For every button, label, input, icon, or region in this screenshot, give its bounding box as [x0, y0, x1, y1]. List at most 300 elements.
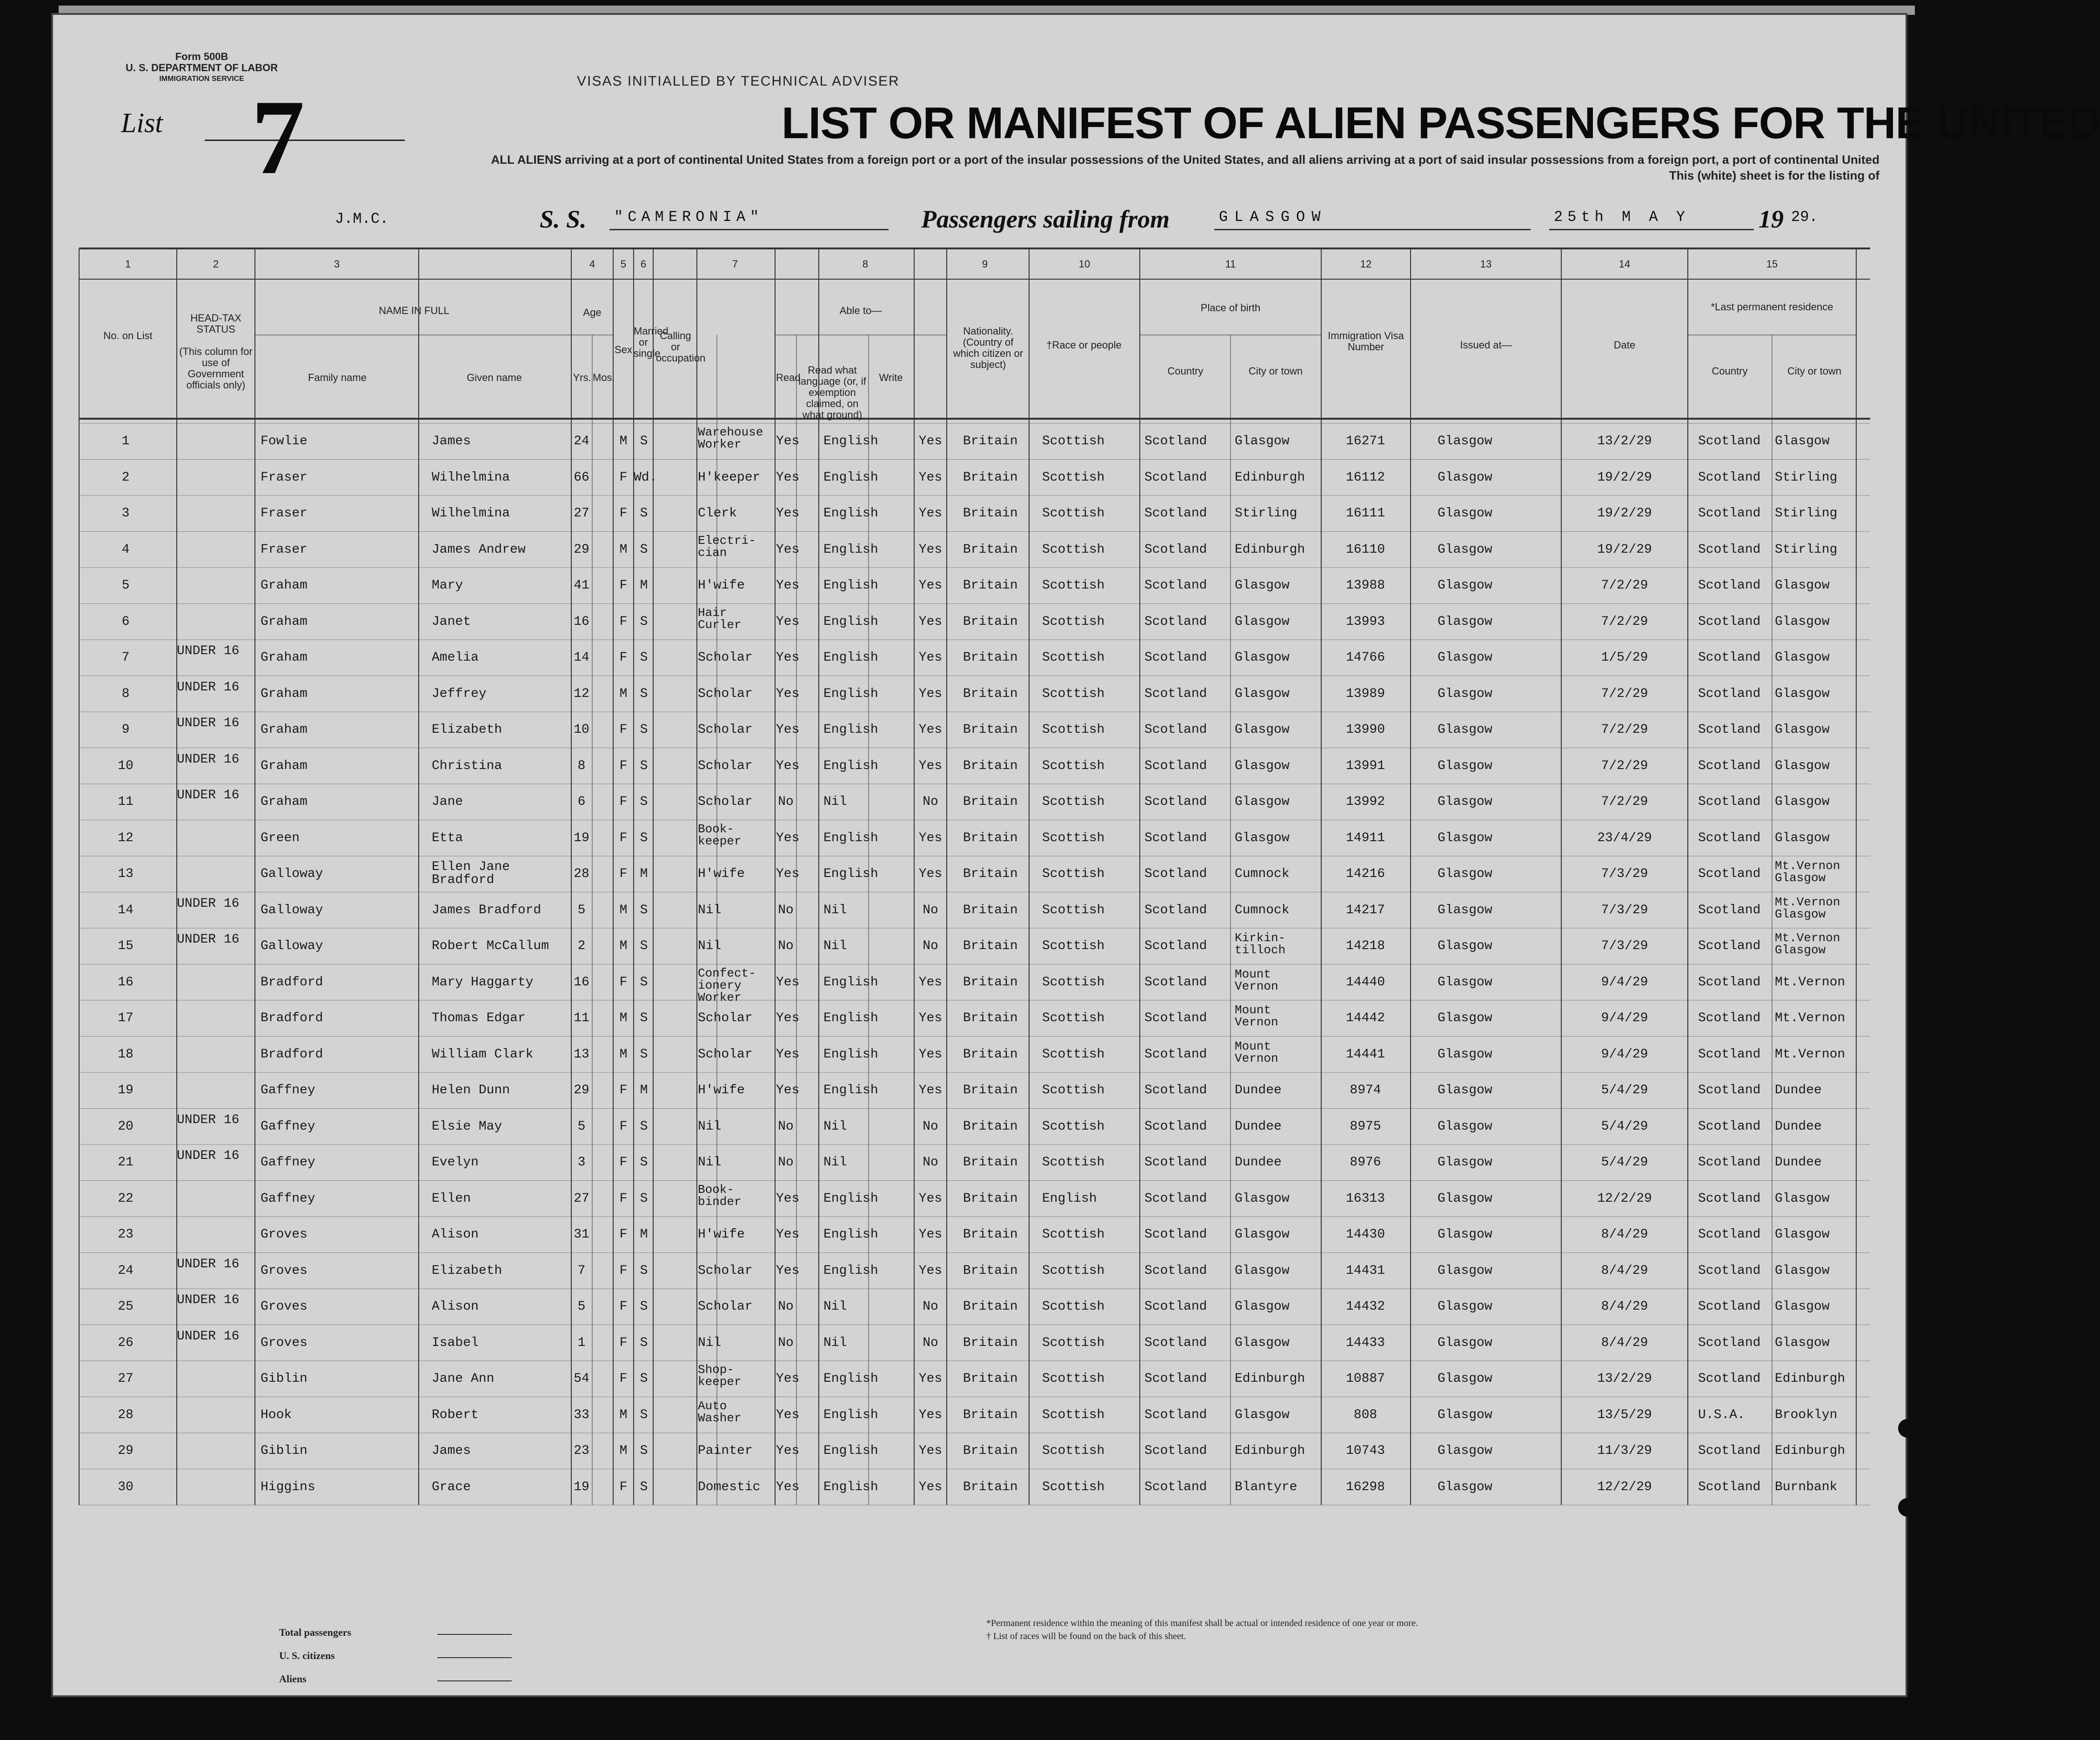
age-years: 5 — [577, 903, 586, 917]
row-number: 18 — [118, 1047, 134, 1062]
age-years: 7 — [577, 1263, 586, 1278]
nationality: Britain — [963, 1479, 1018, 1494]
nationality: Britain — [963, 650, 1018, 665]
marital-status: S — [640, 434, 648, 448]
race: Scottish — [1042, 1263, 1105, 1278]
nationality: Britain — [963, 542, 1018, 557]
sex: F — [619, 1155, 628, 1170]
residence-country: Scotland — [1698, 1011, 1761, 1025]
sex: M — [619, 903, 628, 917]
sex: F — [619, 758, 628, 773]
given-name: James Andrew — [432, 542, 526, 557]
residence-city: Glasgow — [1775, 650, 1830, 665]
visa-date: 7/2/29 — [1601, 686, 1648, 701]
page-title: LIST OR MANIFEST OF ALIEN PASSENGERS FOR THE UNITED — [782, 98, 2100, 148]
can-read: Yes — [776, 686, 800, 701]
race: Scottish — [1042, 903, 1105, 917]
residence-city: Glasgow — [1775, 795, 1830, 809]
residence-city: Glasgow — [1775, 758, 1830, 773]
visa-number: 14442 — [1345, 1011, 1385, 1025]
can-read: Yes — [776, 1263, 800, 1278]
occupation: Electri- cian — [698, 533, 756, 560]
read-language: Nil — [823, 1335, 847, 1350]
marital-status: S — [640, 758, 648, 773]
race: Scottish — [1042, 578, 1105, 593]
family-name: Hook — [261, 1407, 292, 1422]
year-prefix: 19 — [1759, 205, 1784, 233]
visa-issued-at: Glasgow — [1438, 1299, 1492, 1314]
birth-country: Scotland — [1144, 723, 1207, 737]
age-years: 8 — [577, 758, 586, 773]
header-read: Read — [776, 372, 801, 383]
age-years: 5 — [577, 1299, 586, 1314]
nationality: Britain — [963, 434, 1018, 448]
birth-country: Scotland — [1144, 614, 1207, 629]
visa-date: 9/4/29 — [1601, 1011, 1648, 1025]
given-name: Etta — [432, 830, 463, 845]
header-birth-city: City or town — [1248, 365, 1303, 377]
visa-number: 14433 — [1345, 1335, 1385, 1350]
residence-country: Scotland — [1698, 1155, 1761, 1170]
residence-country: Scotland — [1698, 686, 1761, 701]
birth-country: Scotland — [1144, 1479, 1207, 1494]
can-read: Yes — [776, 506, 800, 521]
marital-status: S — [640, 1444, 648, 1458]
read-language: English — [823, 975, 878, 990]
occupation: Confect- ionery Worker — [698, 966, 756, 1004]
visa-issued-at: Glasgow — [1438, 1372, 1492, 1386]
occupation: Scholar — [698, 650, 753, 665]
birth-country: Scotland — [1144, 1191, 1207, 1206]
header-head-tax-note: (This column for use of Government officials only) — [179, 346, 253, 391]
race: Scottish — [1042, 434, 1105, 448]
header-married: Married or single — [634, 325, 669, 359]
nationality: Britain — [963, 1227, 1018, 1242]
residence-country: Scotland — [1698, 1335, 1761, 1350]
row-number: 7 — [121, 650, 130, 665]
can-write: Yes — [918, 434, 943, 448]
can-write: No — [923, 903, 938, 917]
header-race: †Race or people — [1046, 339, 1122, 351]
can-write: Yes — [918, 830, 943, 845]
column-number: 4 — [589, 258, 595, 270]
nationality: Britain — [963, 614, 1018, 629]
birth-city: Cumnock — [1235, 867, 1290, 881]
race: Scottish — [1042, 1227, 1105, 1242]
nationality: Britain — [963, 1047, 1018, 1062]
race: Scottish — [1042, 1011, 1105, 1025]
nationality: Britain — [963, 795, 1018, 809]
row-number: 2 — [121, 470, 130, 485]
age-years: 2 — [577, 939, 586, 953]
occupation: Nil — [698, 903, 722, 917]
can-write: Yes — [918, 578, 943, 593]
row-number: 17 — [118, 1011, 134, 1025]
race: Scottish — [1042, 614, 1105, 629]
head-tax-status: UNDER 16 — [177, 1149, 240, 1163]
header-visa-number: Immigration Visa Number — [1328, 330, 1404, 353]
race: Scottish — [1042, 795, 1105, 809]
birth-city: Mount Vernon — [1235, 967, 1278, 993]
birth-country: Scotland — [1144, 1263, 1207, 1278]
race: English — [1042, 1191, 1097, 1206]
race: Scottish — [1042, 1047, 1105, 1062]
sex: F — [619, 1479, 628, 1494]
residence-city: Edinburgh — [1775, 1444, 1846, 1458]
header-issued-at: Issued at— — [1460, 339, 1512, 351]
head-tax-status: UNDER 16 — [177, 1257, 240, 1272]
sex: M — [619, 939, 628, 953]
age-years: 27 — [574, 506, 589, 521]
read-language: English — [823, 1263, 878, 1278]
read-language: Nil — [823, 795, 847, 809]
age-years: 33 — [574, 1407, 589, 1422]
marital-status: S — [640, 614, 648, 629]
nationality: Britain — [963, 1335, 1018, 1350]
family-name: Fraser — [261, 506, 308, 521]
age-years: 16 — [574, 614, 589, 629]
ss-label: S. S. — [540, 205, 587, 233]
family-name: Galloway — [261, 867, 323, 881]
race: Scottish — [1042, 1407, 1105, 1422]
visa-issued-at: Glasgow — [1438, 1444, 1492, 1458]
birth-country: Scotland — [1144, 1155, 1207, 1170]
can-read: Yes — [776, 1444, 800, 1458]
visa-number: 14911 — [1345, 830, 1385, 845]
visa-date: 8/4/29 — [1601, 1335, 1648, 1350]
column-number: 6 — [640, 258, 647, 270]
given-name: Thomas Edgar — [432, 1011, 526, 1025]
visa-date: 7/2/29 — [1601, 758, 1648, 773]
head-tax-status: UNDER 16 — [177, 716, 240, 730]
head-tax-status: UNDER 16 — [177, 932, 240, 947]
header-last-residence: *Last permanent residence — [1711, 301, 1833, 313]
residence-city: Glasgow — [1775, 434, 1830, 448]
row-number: 1 — [121, 434, 130, 448]
visa-date: 5/4/29 — [1601, 1155, 1648, 1170]
visa-number: 14217 — [1345, 903, 1385, 917]
head-tax-status: UNDER 16 — [177, 752, 240, 767]
visa-number: 16111 — [1345, 506, 1385, 521]
visa-date: 23/4/29 — [1597, 830, 1652, 845]
birth-country: Scotland — [1144, 506, 1207, 521]
can-read: Yes — [776, 1479, 800, 1494]
sex: F — [619, 506, 628, 521]
marital-status: M — [640, 1227, 648, 1242]
given-name: Isabel — [432, 1335, 479, 1350]
nationality: Britain — [963, 1011, 1018, 1025]
visa-issued-at: Glasgow — [1438, 723, 1492, 737]
race: Scottish — [1042, 1083, 1105, 1098]
visa-number: 16313 — [1345, 1191, 1385, 1206]
row-number: 13 — [118, 867, 134, 881]
birth-country: Scotland — [1144, 434, 1207, 448]
visa-issued-at: Glasgow — [1438, 758, 1492, 773]
row-number: 24 — [118, 1263, 134, 1278]
family-name: Giblin — [261, 1372, 308, 1386]
occupation: Nil — [698, 1155, 722, 1170]
visa-number: 14432 — [1345, 1299, 1385, 1314]
visa-date: 8/4/29 — [1601, 1299, 1648, 1314]
race: Scottish — [1042, 830, 1105, 845]
birth-country: Scotland — [1144, 758, 1207, 773]
can-read: Yes — [776, 830, 800, 845]
marital-status: S — [640, 1479, 648, 1494]
subtitle-line-1: ALL ALIENS arriving at a port of continental United States from a foreign port or a port of the insular possessions of the United States, and all aliens arriving at a port of said insular possessions from a foreign port, a port of continental United — [491, 153, 1879, 167]
read-language: English — [823, 1227, 878, 1242]
occupation: H'wife — [698, 1227, 745, 1242]
residence-country: Scotland — [1698, 1191, 1761, 1206]
sex: M — [619, 1444, 628, 1458]
can-read: No — [778, 939, 794, 953]
residence-city: Glasgow — [1775, 1263, 1830, 1278]
age-years: 41 — [574, 578, 589, 593]
row-number: 11 — [118, 795, 134, 809]
residence-country: Scotland — [1698, 867, 1761, 881]
birth-city: Glasgow — [1235, 1191, 1290, 1206]
sex: M — [619, 434, 628, 448]
occupation: H'wife — [698, 867, 745, 881]
visa-number: 10743 — [1345, 1444, 1385, 1458]
visa-date: 13/2/29 — [1597, 1372, 1652, 1386]
given-name: Elsie May — [432, 1119, 502, 1134]
residence-city: Glasgow — [1775, 830, 1830, 845]
race: Scottish — [1042, 650, 1105, 665]
column-number: 9 — [982, 258, 988, 270]
clerk-initials: J.M.C. — [335, 210, 389, 228]
sex: F — [619, 578, 628, 593]
column-number: 5 — [620, 258, 627, 270]
birth-city: Edinburgh — [1235, 542, 1305, 557]
race: Scottish — [1042, 1155, 1105, 1170]
visa-date: 13/5/29 — [1597, 1407, 1652, 1422]
visa-issued-at: Glasgow — [1438, 686, 1492, 701]
us-citizens-line — [437, 1657, 512, 1658]
sex: F — [619, 830, 628, 845]
row-number: 29 — [118, 1444, 134, 1458]
given-name: Christina — [432, 758, 502, 773]
visa-date: 7/2/29 — [1601, 578, 1648, 593]
visa-issued-at: Glasgow — [1438, 470, 1492, 485]
visa-date: 7/3/29 — [1601, 939, 1648, 953]
birth-country: Scotland — [1144, 1407, 1207, 1422]
age-years: 6 — [577, 795, 586, 809]
age-years: 29 — [574, 542, 589, 557]
row-number: 20 — [118, 1119, 134, 1134]
birth-city: Kirkin- tilloch — [1235, 931, 1286, 957]
read-language: Nil — [823, 1299, 847, 1314]
sex: M — [619, 1047, 628, 1062]
birth-country: Scotland — [1144, 1227, 1207, 1242]
can-read: Yes — [776, 723, 800, 737]
age-years: 23 — [574, 1444, 589, 1458]
visa-issued-at: Glasgow — [1438, 1155, 1492, 1170]
occupation: Scholar — [698, 1263, 753, 1278]
birth-city: Glasgow — [1235, 795, 1290, 809]
occupation: Scholar — [698, 758, 753, 773]
can-read: Yes — [776, 470, 800, 485]
can-read: Yes — [776, 975, 800, 990]
race: Scottish — [1042, 1372, 1105, 1386]
visa-number: 16110 — [1345, 542, 1385, 557]
family-name: Fraser — [261, 470, 308, 485]
occupation: Clerk — [698, 506, 737, 521]
birth-city: Glasgow — [1235, 686, 1290, 701]
age-years: 31 — [574, 1227, 589, 1242]
residence-country: Scotland — [1698, 975, 1761, 990]
nationality: Britain — [963, 1299, 1018, 1314]
birth-country: Scotland — [1144, 1083, 1207, 1098]
can-write: Yes — [918, 1479, 943, 1494]
occupation: Shop- keeper — [698, 1363, 742, 1389]
visa-issued-at: Glasgow — [1438, 578, 1492, 593]
birth-city: Glasgow — [1235, 723, 1290, 737]
read-language: English — [823, 723, 878, 737]
age-years: 13 — [574, 1047, 589, 1062]
family-name: Groves — [261, 1227, 308, 1242]
head-tax-status: UNDER 16 — [177, 644, 240, 658]
can-read: Yes — [776, 650, 800, 665]
marital-status: S — [640, 1155, 648, 1170]
can-write: Yes — [918, 1263, 943, 1278]
marital-status: S — [640, 939, 648, 953]
sex: F — [619, 867, 628, 881]
residence-country: Scotland — [1698, 758, 1761, 773]
given-name: Grace — [432, 1479, 471, 1494]
visa-date: 19/2/29 — [1597, 470, 1652, 485]
nationality: Britain — [963, 1083, 1018, 1098]
visa-number: 8974 — [1350, 1083, 1381, 1098]
residence-city: Glasgow — [1775, 686, 1830, 701]
read-language: English — [823, 1479, 878, 1494]
read-language: English — [823, 1047, 878, 1062]
marital-status: S — [640, 1191, 648, 1206]
row-number: 28 — [118, 1407, 134, 1422]
row-number: 12 — [118, 830, 134, 845]
birth-country: Scotland — [1144, 1047, 1207, 1062]
can-write: Yes — [918, 470, 943, 485]
birth-city: Edinburgh — [1235, 1444, 1305, 1458]
can-write: Yes — [918, 975, 943, 990]
visa-date: 7/2/29 — [1601, 795, 1648, 809]
marital-status: S — [640, 975, 648, 990]
family-name: Gaffney — [261, 1191, 315, 1206]
can-read: Yes — [776, 614, 800, 629]
occupation: H'keeper — [698, 470, 761, 485]
marital-status: S — [640, 1119, 648, 1134]
row-number: 9 — [121, 723, 130, 737]
marital-status: S — [640, 506, 648, 521]
visa-issued-at: Glasgow — [1438, 830, 1492, 845]
residence-country: Scotland — [1698, 1227, 1761, 1242]
row-number: 16 — [118, 975, 134, 990]
nationality: Britain — [963, 975, 1018, 990]
visa-date: 7/3/29 — [1601, 867, 1648, 881]
residence-city: Glasgow — [1775, 723, 1830, 737]
visa-issued-at: Glasgow — [1438, 1191, 1492, 1206]
visa-number: 16298 — [1345, 1479, 1385, 1494]
given-name: Elizabeth — [432, 1263, 502, 1278]
birth-country: Scotland — [1144, 650, 1207, 665]
can-write: Yes — [918, 1407, 943, 1422]
race: Scottish — [1042, 975, 1105, 990]
race: Scottish — [1042, 1335, 1105, 1350]
visa-date: 8/4/29 — [1601, 1227, 1648, 1242]
residence-country: Scotland — [1698, 1444, 1761, 1458]
birth-city: Edinburgh — [1235, 470, 1305, 485]
can-read: No — [778, 1155, 794, 1170]
list-label: List — [121, 107, 163, 138]
can-read: Yes — [776, 542, 800, 557]
aliens-label: Aliens — [279, 1673, 307, 1685]
marital-status: S — [640, 1407, 648, 1422]
visa-number: 13991 — [1345, 758, 1385, 773]
can-write: Yes — [918, 1372, 943, 1386]
birth-city: Glasgow — [1235, 1227, 1290, 1242]
race: Scottish — [1042, 867, 1105, 881]
visa-issued-at: Glasgow — [1438, 1479, 1492, 1494]
marital-status: S — [640, 903, 648, 917]
family-name: Fraser — [261, 542, 308, 557]
family-name: Bradford — [261, 975, 323, 990]
residence-city: Edinburgh — [1775, 1372, 1846, 1386]
header-sex: Sex — [615, 344, 632, 355]
given-name: Ellen Jane Bradford — [432, 860, 510, 887]
visa-date: 13/2/29 — [1597, 434, 1652, 448]
read-language: English — [823, 650, 878, 665]
age-years: 3 — [577, 1155, 586, 1170]
visa-number: 10887 — [1345, 1372, 1385, 1386]
nationality: Britain — [963, 830, 1018, 845]
service: IMMIGRATION SERVICE — [159, 75, 244, 83]
age-years: 11 — [574, 1011, 589, 1025]
residence-country: Scotland — [1698, 578, 1761, 593]
family-name: Graham — [261, 614, 308, 629]
visa-issued-at: Glasgow — [1438, 867, 1492, 881]
residence-country: Scotland — [1698, 1263, 1761, 1278]
department: U. S. DEPARTMENT OF LABOR — [126, 62, 278, 74]
family-name: Bradford — [261, 1047, 323, 1062]
can-write: No — [923, 1335, 938, 1350]
can-write: Yes — [918, 867, 943, 881]
visa-date: 7/3/29 — [1601, 903, 1648, 917]
family-name: Green — [261, 830, 300, 845]
can-read: Yes — [776, 434, 800, 448]
column-number: 15 — [1766, 258, 1778, 270]
read-language: English — [823, 1407, 878, 1422]
can-read: Yes — [776, 1191, 800, 1206]
occupation: Scholar — [698, 723, 753, 737]
can-read: Yes — [776, 1011, 800, 1025]
residence-city: Brooklyn — [1775, 1407, 1838, 1422]
birth-city: Stirling — [1235, 506, 1297, 521]
family-name: Gaffney — [261, 1119, 315, 1134]
header-birth-country: Country — [1167, 365, 1204, 377]
can-write: Yes — [918, 1047, 943, 1062]
residence-country: Scotland — [1698, 650, 1761, 665]
visa-issued-at: Glasgow — [1438, 1227, 1492, 1242]
marital-status: S — [640, 1047, 648, 1062]
can-read: Yes — [776, 1227, 800, 1242]
total-passengers-line — [437, 1634, 512, 1635]
race: Scottish — [1042, 542, 1105, 557]
visa-number: 13992 — [1345, 795, 1385, 809]
family-name: Graham — [261, 578, 308, 593]
marital-status: S — [640, 723, 648, 737]
total-passengers-label: Total passengers — [279, 1626, 352, 1638]
visa-issued-at: Glasgow — [1438, 1119, 1492, 1134]
occupation: Scholar — [698, 686, 753, 701]
